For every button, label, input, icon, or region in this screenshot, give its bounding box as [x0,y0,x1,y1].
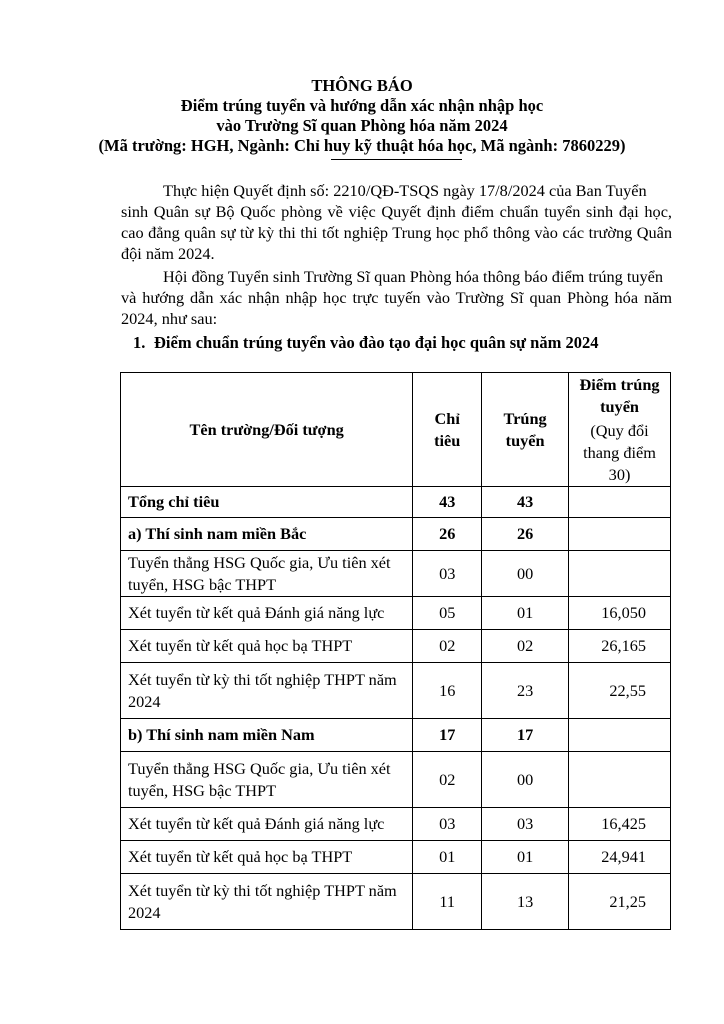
row-quota: 01 [413,841,482,874]
row-score: 16,425 [569,808,671,841]
table-row [121,630,671,663]
table-row [121,597,671,630]
row-name: Xét tuyển từ kết quả Đánh giá năng lực [121,597,413,630]
row-admitted: 00 [482,551,569,597]
row-name: Xét tuyển từ kết quả Đánh giá năng lực [121,808,413,841]
row-score [569,487,671,518]
document-subtitle-3: (Mã trường: HGH, Ngành: Chỉ huy kỹ thuật hóa học, Mã ngành: 7860229) [98,136,626,155]
paragraph-announcement-rest: và hướng dẫn xác nhận nhập học trực tuyến vào Trường Sĩ quan Phòng hóa năm 2024, như sau: [121,288,672,328]
row-name: Tuyển thẳng HSG Quốc gia, Ưu tiên xét tuyển, HSG bậc THPT [121,551,413,597]
paragraph-decision-first-line: Thực hiện Quyết định số: 2210/QĐ-TSQS ngày 17/8/2024 của Ban Tuyển [163,181,647,200]
table-row [121,487,671,518]
paragraph-announcement [121,266,672,329]
document-title: THÔNG BÁO [311,76,413,95]
table-row [121,663,671,719]
row-admitted: 03 [482,808,569,841]
row-score [569,752,671,808]
section-number: 1. [133,333,146,352]
row-name: b) Thí sinh nam miền Nam [121,719,413,752]
row-admitted: 17 [482,719,569,752]
paragraph-decision-rest: sinh Quân sự Bộ Quốc phòng về việc Quyết định điểm chuẩn tuyển sinh đại học, cao đẳng quân sự từ kỳ thi thi tốt nghiệp Trung học phổ thông vào các trường Quân đội năm 2024. [121,202,672,263]
row-score: 22,55 [569,663,671,719]
row-name: Tổng chỉ tiêu [121,487,413,518]
row-score [569,719,671,752]
row-quota: 43 [413,487,482,518]
header-admitted: Trúng tuyển [482,373,569,487]
paragraph-decision [121,180,672,264]
row-name: Xét tuyển từ kỳ thi tốt nghiệp THPT năm 2024 [121,663,413,719]
header-quota: Chỉ tiêu [413,373,482,487]
row-score: 24,941 [569,841,671,874]
document-subtitle-2: vào Trường Sĩ quan Phòng hóa năm 2024 [216,116,508,135]
row-score [569,518,671,551]
table-row [121,808,671,841]
row-name: Xét tuyển từ kết quả học bạ THPT [121,630,413,663]
table-row [121,518,671,551]
header-score-note: (Quy đổi thang điểm 30) [583,420,656,484]
section-title: Điểm chuẩn trúng tuyển vào đào tạo đại học quân sự năm 2024 [154,333,599,352]
row-quota: 02 [413,630,482,663]
row-score [569,551,671,597]
row-quota: 05 [413,597,482,630]
admission-score-table [120,372,671,930]
header-score [569,373,671,487]
row-score: 26,165 [569,630,671,663]
row-admitted: 26 [482,518,569,551]
row-admitted: 01 [482,597,569,630]
row-name: Tuyển thẳng HSG Quốc gia, Ưu tiên xét tuyển, HSG bậc THPT [121,752,413,808]
document-subtitle-1: Điểm trúng tuyển và hướng dẫn xác nhận nhập học [180,96,544,115]
row-quota: 02 [413,752,482,808]
row-score: 21,25 [569,874,671,930]
paragraph-announcement-first-line: Hội đồng Tuyển sinh Trường Sĩ quan Phòng hóa thông báo điểm trúng tuyển [163,267,664,286]
title-underline [331,159,462,160]
header-name: Tên trường/Đối tượng [121,373,413,487]
table-row [121,551,671,597]
row-quota: 17 [413,719,482,752]
row-admitted: 13 [482,874,569,930]
table-row [121,874,671,930]
row-name: a) Thí sinh nam miền Bắc [121,518,413,551]
table-row [121,752,671,808]
section-heading [133,333,598,353]
row-name: Xét tuyển từ kết quả học bạ THPT [121,841,413,874]
row-quota: 26 [413,518,482,551]
table-row [121,719,671,752]
row-name: Xét tuyển từ kỳ thi tốt nghiệp THPT năm 2024 [121,874,413,930]
row-quota: 16 [413,663,482,719]
row-admitted: 43 [482,487,569,518]
row-admitted: 01 [482,841,569,874]
row-score: 16,050 [569,597,671,630]
row-quota: 11 [413,874,482,930]
row-admitted: 02 [482,630,569,663]
table-row [121,841,671,874]
header-score-title: Điểm trúng tuyển [579,374,660,416]
row-quota: 03 [413,808,482,841]
row-quota: 03 [413,551,482,597]
row-admitted: 00 [482,752,569,808]
row-admitted: 23 [482,663,569,719]
